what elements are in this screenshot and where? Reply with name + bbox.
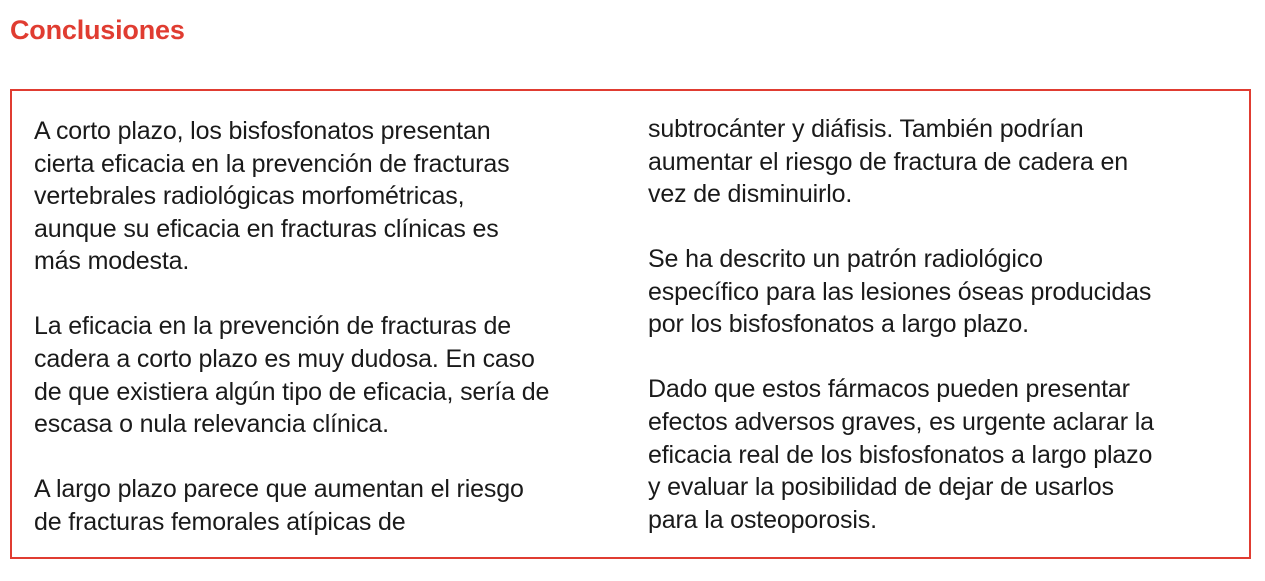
conclusion-paragraph: A corto plazo, los bisfosfonatos presentan cierta eficacia en la prevención de fracturas vertebrales radiológicas morfométricas, aunque su eficacia en fracturas clínicas es más modesta. [34,117,510,276]
left-column [34,115,624,538]
conclusion-paragraph: La eficacia en la prevención de fracturas de cadera a corto plazo es muy dudosa. En caso de que existiera algún tipo de eficacia, sería de escasa o nula relevancia clínica. [34,312,550,439]
section-heading: Conclusiones [10,15,185,45]
conclusion-paragraph: Se ha descrito un patrón radiológico específico para las lesiones óseas producidas por los bisfosfonatos a largo plazo. [648,245,1152,339]
conclusion-paragraph: subtrocánter y diáfisis. También podrían aumentar el riesgo de fractura de cadera en vez de disminuirlo. [648,115,1128,209]
conclusion-paragraph: Dado que estos fármacos pueden presentar efectos adversos graves, es urgente aclarar la eficacia real de los bisfosfonatos a largo plazo y evaluar la posibilidad de dejar de usarlos para la osteoporosis. [648,375,1154,534]
right-column [648,113,1238,536]
conclusions-box [10,89,1251,559]
conclusion-paragraph: A largo plazo parece que aumentan el riesgo de fracturas femorales atípicas de [34,475,524,536]
